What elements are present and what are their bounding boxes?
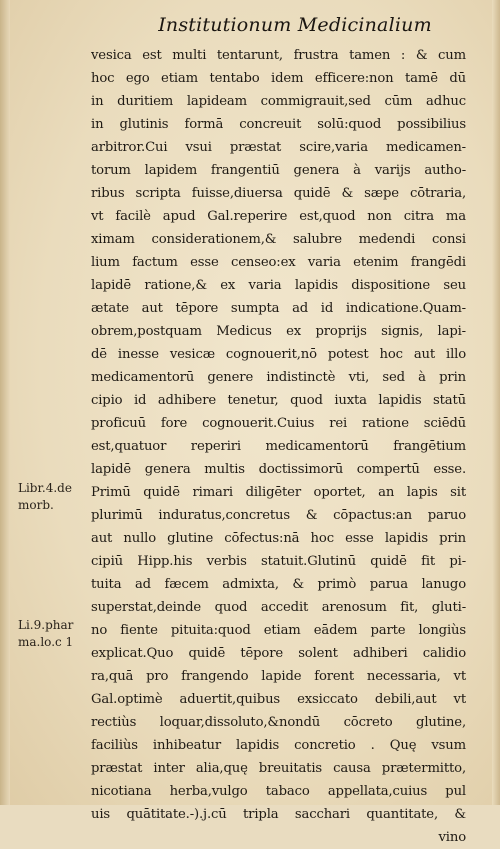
text-line: in duritiem lapideam commigrauit,sed cūm adhuc	[91, 94, 466, 109]
text-line: ra,quā pro frangendo lapide forent necessaria, vt	[91, 669, 466, 684]
text-line: Primū quidē rimari diligēter oportet, an lapis sit	[91, 485, 466, 500]
text-line: torum lapidem frangentiū genera à varijs autho-	[91, 163, 466, 178]
text-line: faciliùs inhibeatur lapidis concretio . Quę vsum	[91, 738, 466, 753]
text-line: medicamentorū genere indistinctè vti, sed à prin	[91, 370, 466, 385]
text-line: Gal.optimè aduertit,quibus exsiccato debili,aut vt	[91, 692, 466, 707]
text-line: explicat.Quo quidē tēpore solent adhiberi calidio	[91, 646, 466, 661]
text-line: cipiū Hipp.his verbis statuit.Glutinū quidē fit pi-	[91, 554, 466, 569]
text-line: in glutinis formā concreuit solū:quod possibilius	[91, 117, 466, 132]
margin-note-line: ma.lo.c 1	[18, 635, 74, 649]
text-line: dē inesse vesicæ cognouerit,nō potest hoc aut illo	[91, 347, 466, 362]
text-line: cipio id adhibere tenetur, quod iuxta lapidis statū	[91, 393, 466, 408]
text-line: ximam considerationem,& salubre medendi consi	[91, 232, 466, 247]
text-line: superstat,deinde quod accedit arenosum fit, gluti-	[91, 600, 466, 615]
text-line: rectiùs loquar,dissoluto,&nondū cōcreto glutine,	[91, 715, 466, 730]
text-line: præstat inter alia,quę breuitatis causa prætermitto,	[91, 761, 466, 776]
text-line: hoc ego etiam tentabo idem efficere:non tamē dū	[91, 71, 466, 86]
margin-note-line: Libr.4.de	[18, 481, 72, 495]
text-line: lapidē ratione,& ex varia lapidis dispositione seu	[91, 278, 466, 293]
margin-note-line: Li.9.phar	[18, 618, 74, 632]
text-line: uis quātitate.-).j.cū tripla sacchari quantitate, &	[91, 807, 466, 822]
text-line: nicotiana herba,vulgo tabaco appellata,cuius pul	[91, 784, 466, 799]
text-line: proficuū fore cognouerit.Cuius rei ratione sciēdū	[91, 416, 466, 431]
body-text	[91, 44, 466, 849]
text-line: tuita ad fæcem admixta, & primò parua lanugo	[91, 577, 466, 592]
text-line: vt facilè apud Gal.reperire est,quod non citra ma	[91, 209, 466, 224]
margin-note-line: morb.	[18, 498, 54, 512]
text-line: lapidē genera multis doctissimorū compertū esse.	[91, 462, 466, 477]
text-line: ætate aut tēpore sumpta ad id indicatione.Quam-	[91, 301, 466, 316]
text-line: lium factum esse censeo:ex varia etenim frangēdi	[91, 255, 466, 270]
text-line: plurimū induratus,concretus & cōpactus:an paruo	[91, 508, 466, 523]
text-line: vesica est multi tentarunt, frustra tamen : & cum	[91, 48, 466, 63]
text-line: est,quatuor reperiri medicamentorū frangētium	[91, 439, 466, 454]
text-line: ribus scripta fuisse,diuersa quidē & sæpe cōtraria,	[91, 186, 466, 201]
margin-note-morb	[18, 480, 88, 514]
running-title: Institutionum Medicinalium	[158, 14, 432, 36]
text-line: arbitror.Cui vsui præstat scire,varia medicamen-	[91, 140, 466, 155]
catchword: vino	[438, 830, 466, 845]
margin-note-pharma	[18, 617, 88, 651]
text-line: no fiente pituita:quod etiam eādem parte longiùs	[91, 623, 466, 638]
text-line: obrem,postquam Medicus ex proprijs signis, lapi-	[91, 324, 466, 339]
text-line: aut nullo glutine cōfectus:nā hoc esse lapidis prin	[91, 531, 466, 546]
